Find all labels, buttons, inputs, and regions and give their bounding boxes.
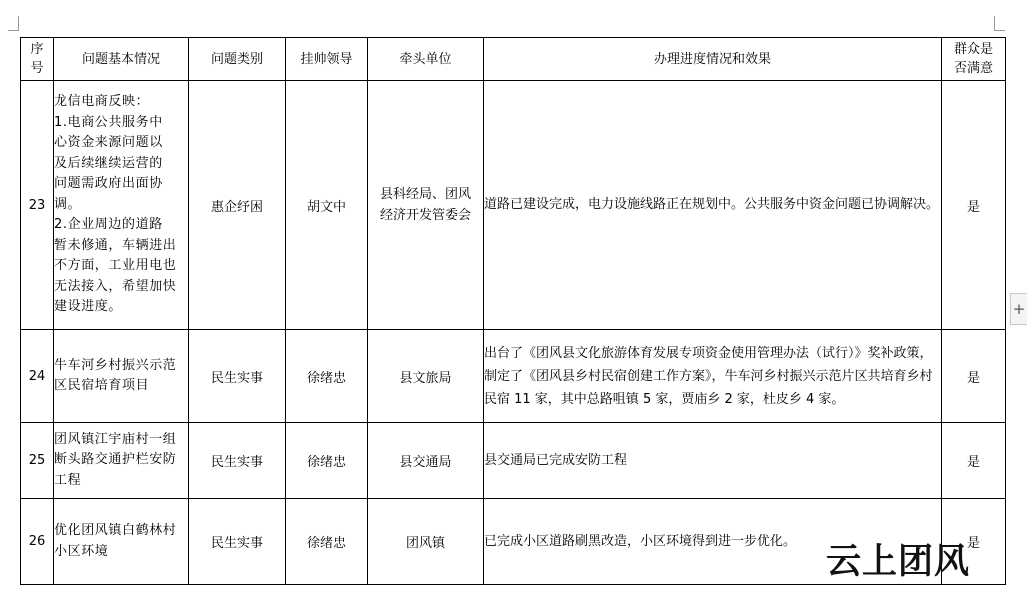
row-satisfied: 是 (942, 423, 1006, 499)
row-satisfied: 是 (942, 330, 1006, 423)
row-satisfied: 是 (942, 81, 1006, 330)
row-seq: 23 (21, 81, 54, 330)
row-issue (54, 81, 189, 330)
table-header-row (21, 38, 1006, 81)
issue-line: 不方面，工业用电也 (54, 258, 177, 274)
row-issue: 牛车河乡村振兴示范区民宿培育项目 (54, 330, 189, 423)
row-issue: 团风镇江宇庙村一组断头路交通护栏安防工程 (54, 423, 189, 499)
progress-table (20, 37, 1006, 585)
row-progress: 县交通局已完成安防工程 (484, 423, 942, 499)
row-leader: 徐绪忠 (286, 330, 368, 423)
row-unit: 县交通局 (368, 423, 484, 499)
row-unit: 县科经局、团风经济开发管委会 (368, 81, 484, 330)
table-row (21, 330, 1006, 423)
header-seq: 序号 (21, 38, 54, 81)
header-leader: 挂帅领导 (286, 38, 368, 81)
issue-line: 问题需政府出面协 (54, 176, 163, 192)
row-leader: 徐绪忠 (286, 423, 368, 499)
row-progress: 道路已建设完成，电力设施线路正在规划中。公共服务中资金问题已协调解决。 (484, 81, 942, 330)
row-category: 民生实事 (189, 499, 286, 585)
issue-line: 龙信电商反映： (54, 94, 150, 110)
header-unit: 牵头单位 (368, 38, 484, 81)
row-unit: 县文旅局 (368, 330, 484, 423)
header-progress: 办理进度情况和效果 (484, 38, 942, 81)
issue-line: 2.企业周边的道路 (54, 217, 163, 233)
row-satisfied: 是 (942, 499, 1006, 585)
row-seq: 24 (21, 330, 54, 423)
expand-plus-button[interactable]: + (1010, 293, 1027, 325)
row-seq: 26 (21, 499, 54, 585)
issue-line: 及后续继续运营的 (54, 155, 163, 171)
row-leader: 徐绪忠 (286, 499, 368, 585)
issue-line: 无法接入，希望加快 (54, 278, 177, 294)
row-category: 民生实事 (189, 423, 286, 499)
header-satisfied: 群众是否满意 (942, 38, 1006, 81)
issue-line: 暂未修通，车辆进出 (54, 237, 177, 253)
watermark-logo-text: 云上团风 (826, 541, 971, 582)
row-category: 惠企纾困 (189, 81, 286, 330)
row-leader: 胡文中 (286, 81, 368, 330)
row-unit: 团风镇 (368, 499, 484, 585)
row-issue: 优化团风镇白鹤林村小区环境 (54, 499, 189, 585)
issue-line: 调。 (54, 196, 82, 212)
page-corner-mark-left (8, 16, 19, 31)
row-category: 民生实事 (189, 330, 286, 423)
table-row (21, 423, 1006, 499)
row-seq: 25 (21, 423, 54, 499)
page-corner-mark-right (994, 16, 1005, 31)
table-row (21, 81, 1006, 330)
row-progress: 出台了《团风县文化旅游体育发展专项资金使用管理办法（试行）》奖补政策，制定了《团风县乡村民宿创建工作方案》，牛车河乡村振兴示范片区共培育乡村民宿 11 家，其中总路咀镇 5 家，贾庙乡 2 家，杜皮乡 4 家。 (484, 330, 942, 423)
issue-line: 建设进度。 (54, 299, 123, 315)
header-category: 问题类别 (189, 38, 286, 81)
header-issue: 问题基本情况 (54, 38, 189, 81)
issue-line: 心资金来源问题以 (54, 135, 163, 151)
row-progress: 已完成小区道路刷黑改造，小区环境得到进一步优化。 (484, 499, 942, 585)
issue-line: 1.电商公共服务中 (54, 114, 163, 130)
